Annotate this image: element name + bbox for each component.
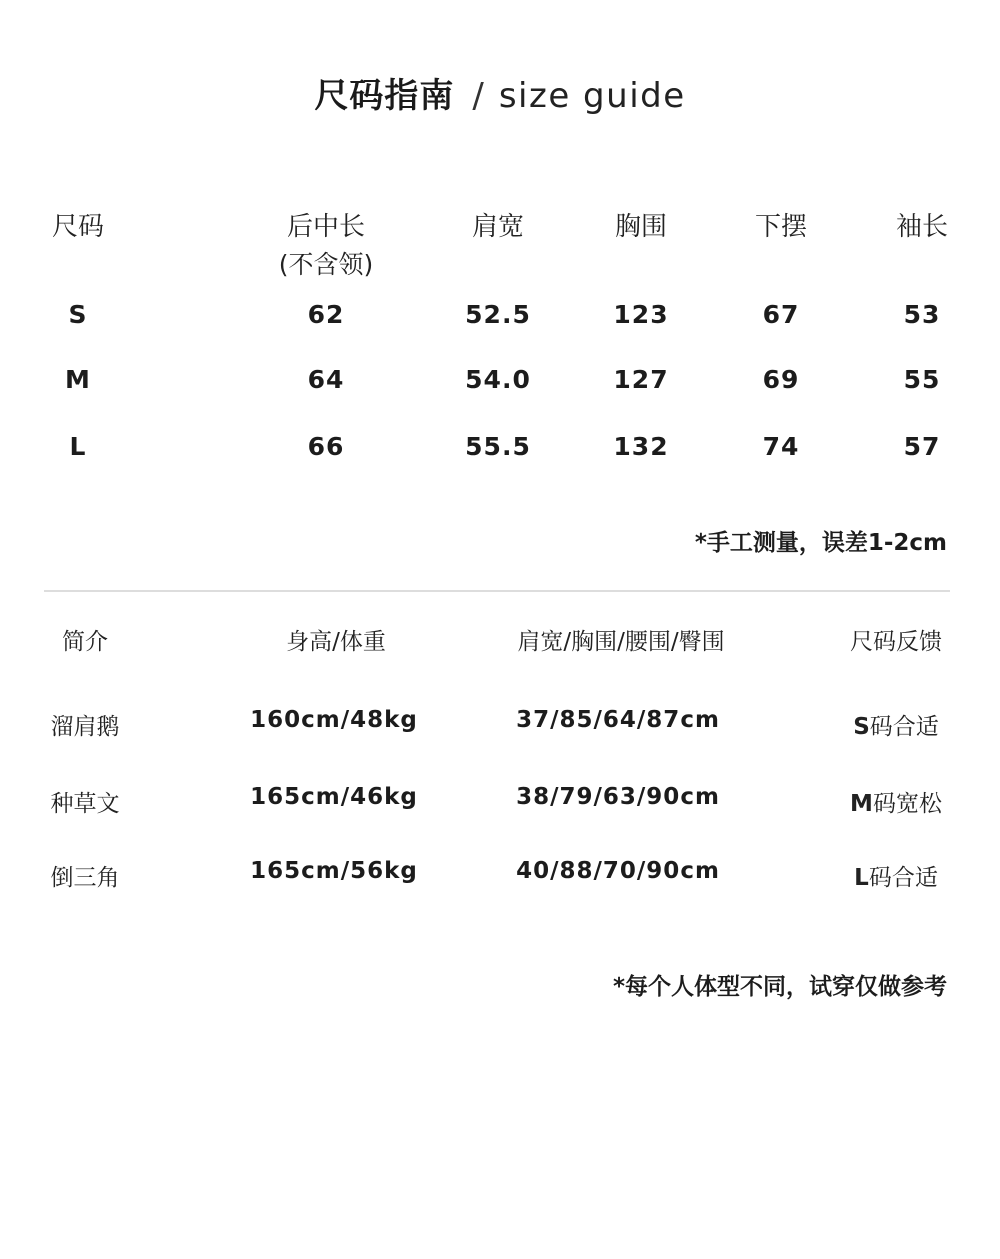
model-name: 种草文	[50, 791, 120, 817]
shoulder-cell: 54.0	[465, 365, 531, 394]
page-title	[0, 68, 1000, 117]
back-length-cell: 66	[307, 432, 345, 461]
feedback-text: 码宽松	[872, 791, 942, 817]
model-name: 倒三角	[50, 865, 120, 891]
sleeve-cell: 55	[903, 365, 941, 394]
measurements-cell: 40/88/70/90cm	[516, 858, 720, 884]
model-name: 溜肩鹅	[50, 714, 120, 740]
back-length-cell: 62	[307, 300, 345, 329]
shoulder-cell: 52.5	[465, 300, 531, 329]
measurements-cell: 37/85/64/87cm	[516, 707, 720, 733]
fit-disclaimer: *每个人体型不同，试穿仅做参考	[612, 974, 947, 1000]
measurements-cell: 38/79/63/90cm	[516, 784, 720, 810]
header-hem: 下摆	[754, 212, 808, 242]
header-intro: 简介	[62, 629, 108, 655]
size-cell: M	[65, 365, 91, 394]
title-separator: /	[472, 76, 485, 116]
section-divider	[44, 590, 950, 592]
header-back-length	[279, 206, 374, 281]
title-english: size guide	[498, 76, 686, 116]
header-shoulder: 肩宽	[471, 212, 525, 242]
chest-cell: 123	[613, 300, 669, 329]
feedback-size: L	[854, 865, 869, 891]
feedback-text: 码合适	[868, 865, 938, 891]
feedback-size: M	[850, 791, 873, 817]
height-weight-cell: 160cm/48kg	[250, 707, 418, 733]
hem-cell: 69	[762, 365, 800, 394]
size-feedback	[854, 859, 938, 892]
size-feedback	[850, 785, 942, 818]
header-size: 尺码	[51, 212, 105, 242]
header-chest: 胸围	[614, 212, 668, 242]
chest-cell: 127	[613, 365, 669, 394]
height-weight-cell: 165cm/56kg	[250, 858, 418, 884]
sleeve-cell: 53	[903, 300, 941, 329]
header-feedback: 尺码反馈	[850, 629, 942, 655]
feedback-text: 码合适	[869, 714, 939, 740]
size-cell: L	[69, 432, 87, 461]
header-measurements: 肩宽/胸围/腰围/臀围	[517, 629, 725, 655]
header-back-length-note: (不含领)	[278, 250, 374, 279]
feedback-size: S	[853, 714, 870, 740]
title-chinese: 尺码指南	[314, 76, 455, 116]
height-weight-cell: 165cm/46kg	[250, 784, 418, 810]
header-back-length-label: 后中长	[286, 212, 366, 242]
sleeve-cell: 57	[903, 432, 941, 461]
shoulder-cell: 55.5	[465, 432, 531, 461]
chest-cell: 132	[613, 432, 669, 461]
size-feedback	[853, 708, 939, 741]
size-cell: S	[68, 300, 88, 329]
header-height-weight: 身高/体重	[286, 629, 386, 655]
measurement-note: *手工测量，误差1-2cm	[694, 530, 947, 556]
header-sleeve: 袖长	[895, 212, 949, 242]
hem-cell: 74	[762, 432, 800, 461]
back-length-cell: 64	[307, 365, 345, 394]
hem-cell: 67	[762, 300, 800, 329]
